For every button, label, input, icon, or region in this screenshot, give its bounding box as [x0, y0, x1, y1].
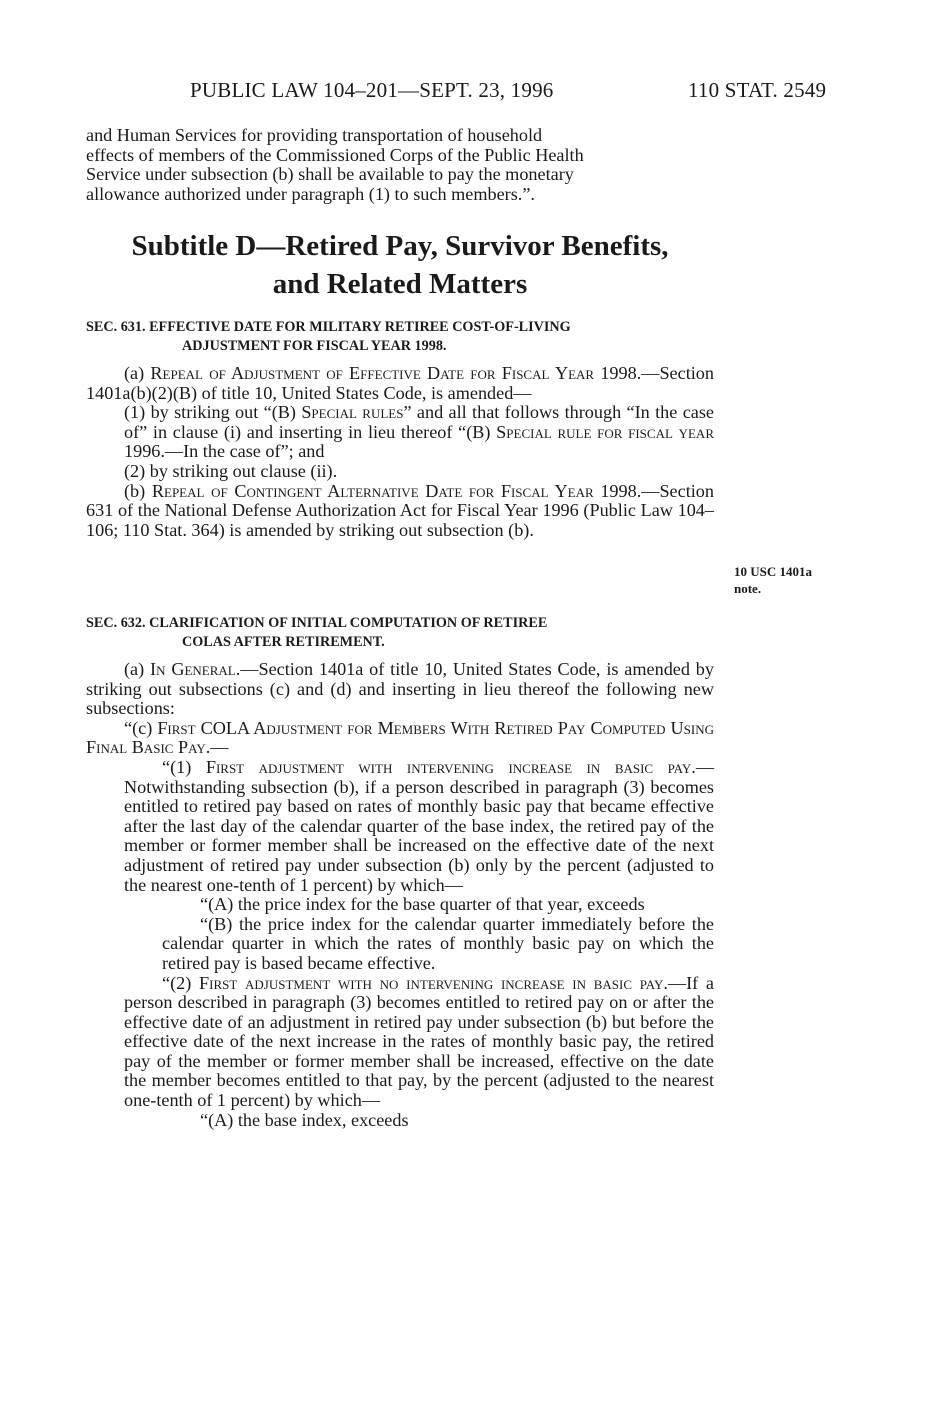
subparagraph-c-1-B: “(B) the price index for the calendar quarter immediately before the calendar quarter in which the rates of monthly basic pay on which the retired pay is based became effective. — [162, 913, 714, 973]
section-632-body — [86, 660, 714, 1130]
subsection-label: “(c) — [124, 717, 158, 738]
subparagraph-c-2-A: “(A) the base index, exceeds — [200, 1109, 409, 1130]
subtitle-line-2: and Related Matters — [272, 268, 528, 300]
subsection-text: — — [210, 737, 229, 758]
subsection-632-a — [86, 660, 714, 719]
paragraph-631-a-2: (2) by striking out clause (ii). — [124, 460, 338, 481]
subsection-text: —Section 1401a(b)(2)(B) of title 10, United States Code, is amended— — [86, 363, 714, 403]
paragraph-631-a-1 — [86, 403, 714, 462]
opening-line: allowance authorized under paragraph (1) to such members.”. — [86, 183, 535, 204]
subsection-text: —Section 1401a of title 10, United States Code, is amended by striking out subsections (c) and (d) and inserting in lieu thereof the following new subsections: — [86, 659, 714, 719]
margin-note-line: note. — [734, 581, 762, 596]
running-header-title: PUBLIC LAW 104–201—SEPT. 23, 1996 — [190, 78, 554, 102]
new-subsection-c — [86, 719, 714, 758]
subsection-631-b — [86, 482, 714, 541]
subsection-label: (a) — [124, 363, 151, 383]
paragraph-text: —If a person described in paragraph (3) becomes entitled to retired pay on or after the effective date of an adjustment in retired pay under subsection (b) but before the effective date of the next increase in the rates of monthly basic pay, the retired pay of the member or former member shall be increased, effective on the date the member becomes entitled to that pay, by the percent (adjusted to the nearest one-tenth of 1 percent) by which— — [124, 972, 714, 1111]
subsection-caption: First COLA Adjustment for Members With Retired Pay Computed Using Final Basic Pay. — [86, 717, 714, 758]
paragraph-caption: First adjustment with intervening increase in basic pay. — [205, 756, 696, 777]
paragraph-text: —Notwithstanding subsection (b), if a person described in paragraph (3) becomes entitled to retired pay based on rates of monthly basic pay that became effective after the last day of the calendar quarter of the base index, the retired pay of the member or former member shall be increased on the effective date of the next adjustment of retired pay under subsection (b) only by the percent (adjusted to the nearest one-tenth of 1 percent) by which— — [124, 756, 714, 895]
section-631-heading-line-1: SEC. 631. EFFECTIVE DATE FOR MILITARY RETIREE COST-OF-LIVING — [86, 319, 571, 335]
subsection-631-a — [86, 364, 714, 403]
paragraph-text: —In the case of”; and — [164, 441, 325, 462]
section-631-heading — [86, 318, 714, 356]
paragraph-text: (1) by striking out “(B) — [124, 402, 302, 423]
subsection-caption: In General. — [150, 659, 241, 679]
margin-note-citation — [734, 563, 812, 597]
paragraph-label: “(2) — [162, 972, 200, 993]
section-632-heading-line-2: COLAS AFTER RETIREMENT. — [182, 634, 385, 650]
subsection-label: (b) — [124, 480, 152, 501]
subparagraph-c-1-A: “(A) the price index for the base quarter of that year, exceeds — [200, 894, 645, 915]
paragraph-caption: Special rule for fiscal year 1996. — [124, 421, 714, 462]
opening-line: Service under subsection (b) shall be available to pay the monetary — [86, 164, 574, 185]
opening-line: effects of members of the Commissioned Corps of the Public Health — [86, 144, 584, 165]
margin-note-line: 10 USC 1401a — [734, 564, 813, 579]
section-632-heading — [86, 614, 714, 652]
subsection-caption: Repeal of Contingent Alternative Date for Fiscal Year 1998. — [151, 480, 642, 501]
paragraph-c-1 — [86, 758, 714, 895]
section-631-body — [86, 364, 714, 540]
paragraph-c-2 — [86, 974, 714, 1111]
subtitle-heading — [86, 227, 714, 303]
subsection-caption: Repeal of Adjustment of Effective Date for Fiscal Year 1998. — [150, 363, 642, 383]
subsection-label: (a) — [124, 659, 151, 679]
section-631-heading-line-2: ADJUSTMENT FOR FISCAL YEAR 1998. — [182, 338, 447, 354]
subtitle-line-1: Subtitle D—Retired Pay, Survivor Benefits, — [131, 230, 669, 262]
paragraph-text: ” and all that follows through “In the case of” in clause (i) and inserting in lieu thereof “(B) — [124, 402, 714, 442]
opening-line: and Human Services for providing transportation of household — [86, 125, 543, 145]
running-header-page-number: 110 STAT. 2549 — [688, 78, 827, 102]
section-632-heading-line-1: SEC. 632. CLARIFICATION OF INITIAL COMPUTATION OF RETIREE — [86, 615, 548, 631]
paragraph-label: “(1) — [162, 756, 206, 777]
paragraph-caption: Special rules — [301, 402, 404, 423]
subsection-text: —Section 631 of the National Defense Authorization Act for Fiscal Year 1996 (Public Law 104–106; 110 Stat. 364) is amended by striking out subsection (b). — [86, 480, 714, 540]
paragraph-caption: First adjustment with no intervening increase in basic pay. — [199, 972, 668, 993]
opening-paragraph — [86, 126, 714, 204]
